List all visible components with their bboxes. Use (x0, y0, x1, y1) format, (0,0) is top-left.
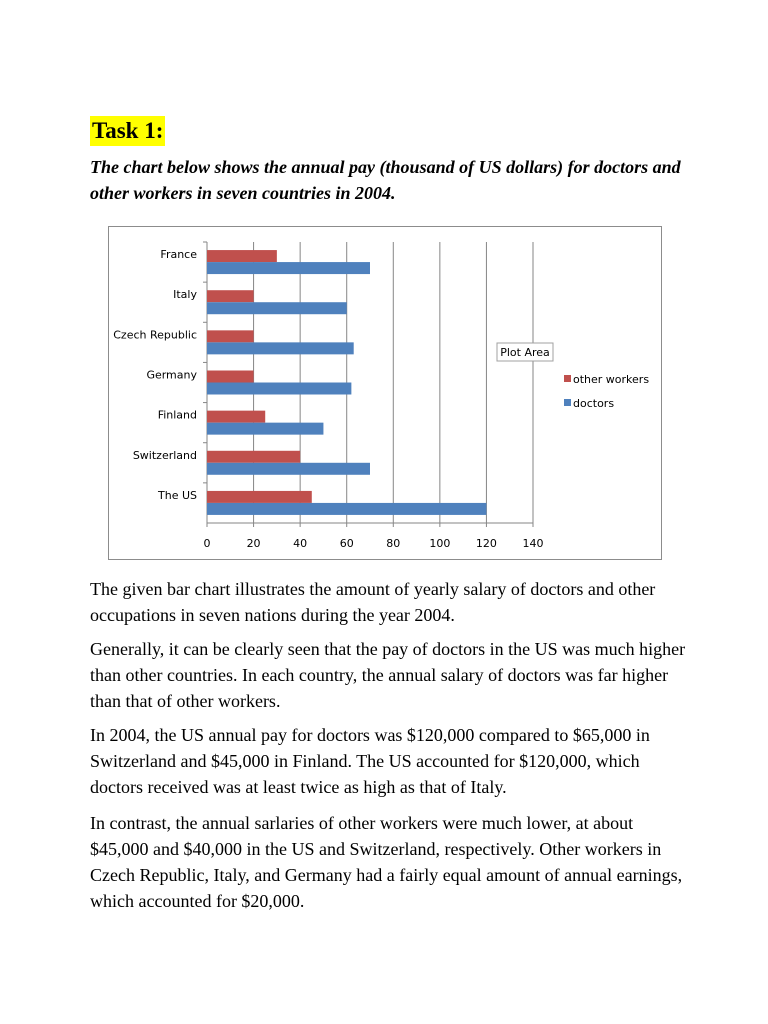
legend-label: doctors (573, 397, 615, 410)
x-tick-label: 60 (339, 537, 354, 550)
x-tick-label: 80 (386, 537, 401, 550)
bar-other-workers (207, 371, 254, 383)
bar-doctors (207, 423, 323, 435)
bar-doctors (207, 342, 354, 354)
task-heading: Task 1: (90, 116, 165, 146)
legend-label: other workers (573, 373, 650, 386)
y-tick-label: The US (158, 488, 197, 502)
x-tick-label: 0 (203, 537, 211, 550)
paragraph-4: In contrast, the annual sarlaries of other workers were much lower, at about $45,000 and $40,000 in the US and Switzerland, respectively. Other workers in Czech Republic, Italy, and Germany had a fairly equal amount of annual earnings, which accounted for $20,000. (90, 813, 683, 911)
bar-other-workers (207, 411, 265, 423)
bar-doctors (207, 302, 347, 314)
legend-swatch (564, 399, 571, 406)
legend-swatch (564, 375, 571, 382)
bar-chart-svg (109, 227, 661, 559)
bar-other-workers (207, 330, 254, 342)
plot-area-tooltip-text: Plot Area (500, 346, 550, 359)
x-tick-label: 120 (475, 537, 497, 550)
paragraph-2: Generally, it can be clearly seen that the pay of doctors in the US was much higher than other countries. In each country, the annual salary of doctors was far higher than that of other workers. (90, 639, 686, 711)
bar-chart (108, 226, 662, 560)
y-tick-label: France (160, 248, 197, 262)
bar-doctors (207, 383, 351, 395)
y-tick-label: Czech Republic (113, 328, 197, 342)
bar-other-workers (207, 250, 277, 262)
bar-doctors (207, 463, 370, 475)
bar-doctors (207, 262, 370, 274)
chart-intro: The chart below shows the annual pay (thousand of US dollars) for doctors and other workers in seven countries in 2004. (90, 157, 681, 203)
x-tick-label: 140 (522, 537, 544, 550)
paragraph-3: In 2004, the US annual pay for doctors was $120,000 compared to $65,000 in Switzerland and $45,000 in Finland. The US accounted for $120,000, which doctors received was at least twice as high as that of Italy. (90, 725, 650, 797)
y-tick-label: Germany (146, 368, 197, 382)
y-tick-label: Italy (173, 288, 197, 302)
bar-doctors (207, 503, 486, 515)
y-tick-label: Switzerland (132, 448, 197, 462)
x-tick-label: 40 (293, 537, 308, 550)
bar-other-workers (207, 290, 254, 302)
bar-other-workers (207, 491, 312, 503)
x-tick-label: 20 (246, 537, 261, 550)
bar-other-workers (207, 451, 300, 463)
paragraph-1: The given bar chart illustrates the amount of yearly salary of doctors and other occupations in seven nations during the year 2004. (90, 579, 656, 625)
x-tick-label: 100 (429, 537, 451, 550)
y-tick-label: Finland (157, 408, 197, 422)
